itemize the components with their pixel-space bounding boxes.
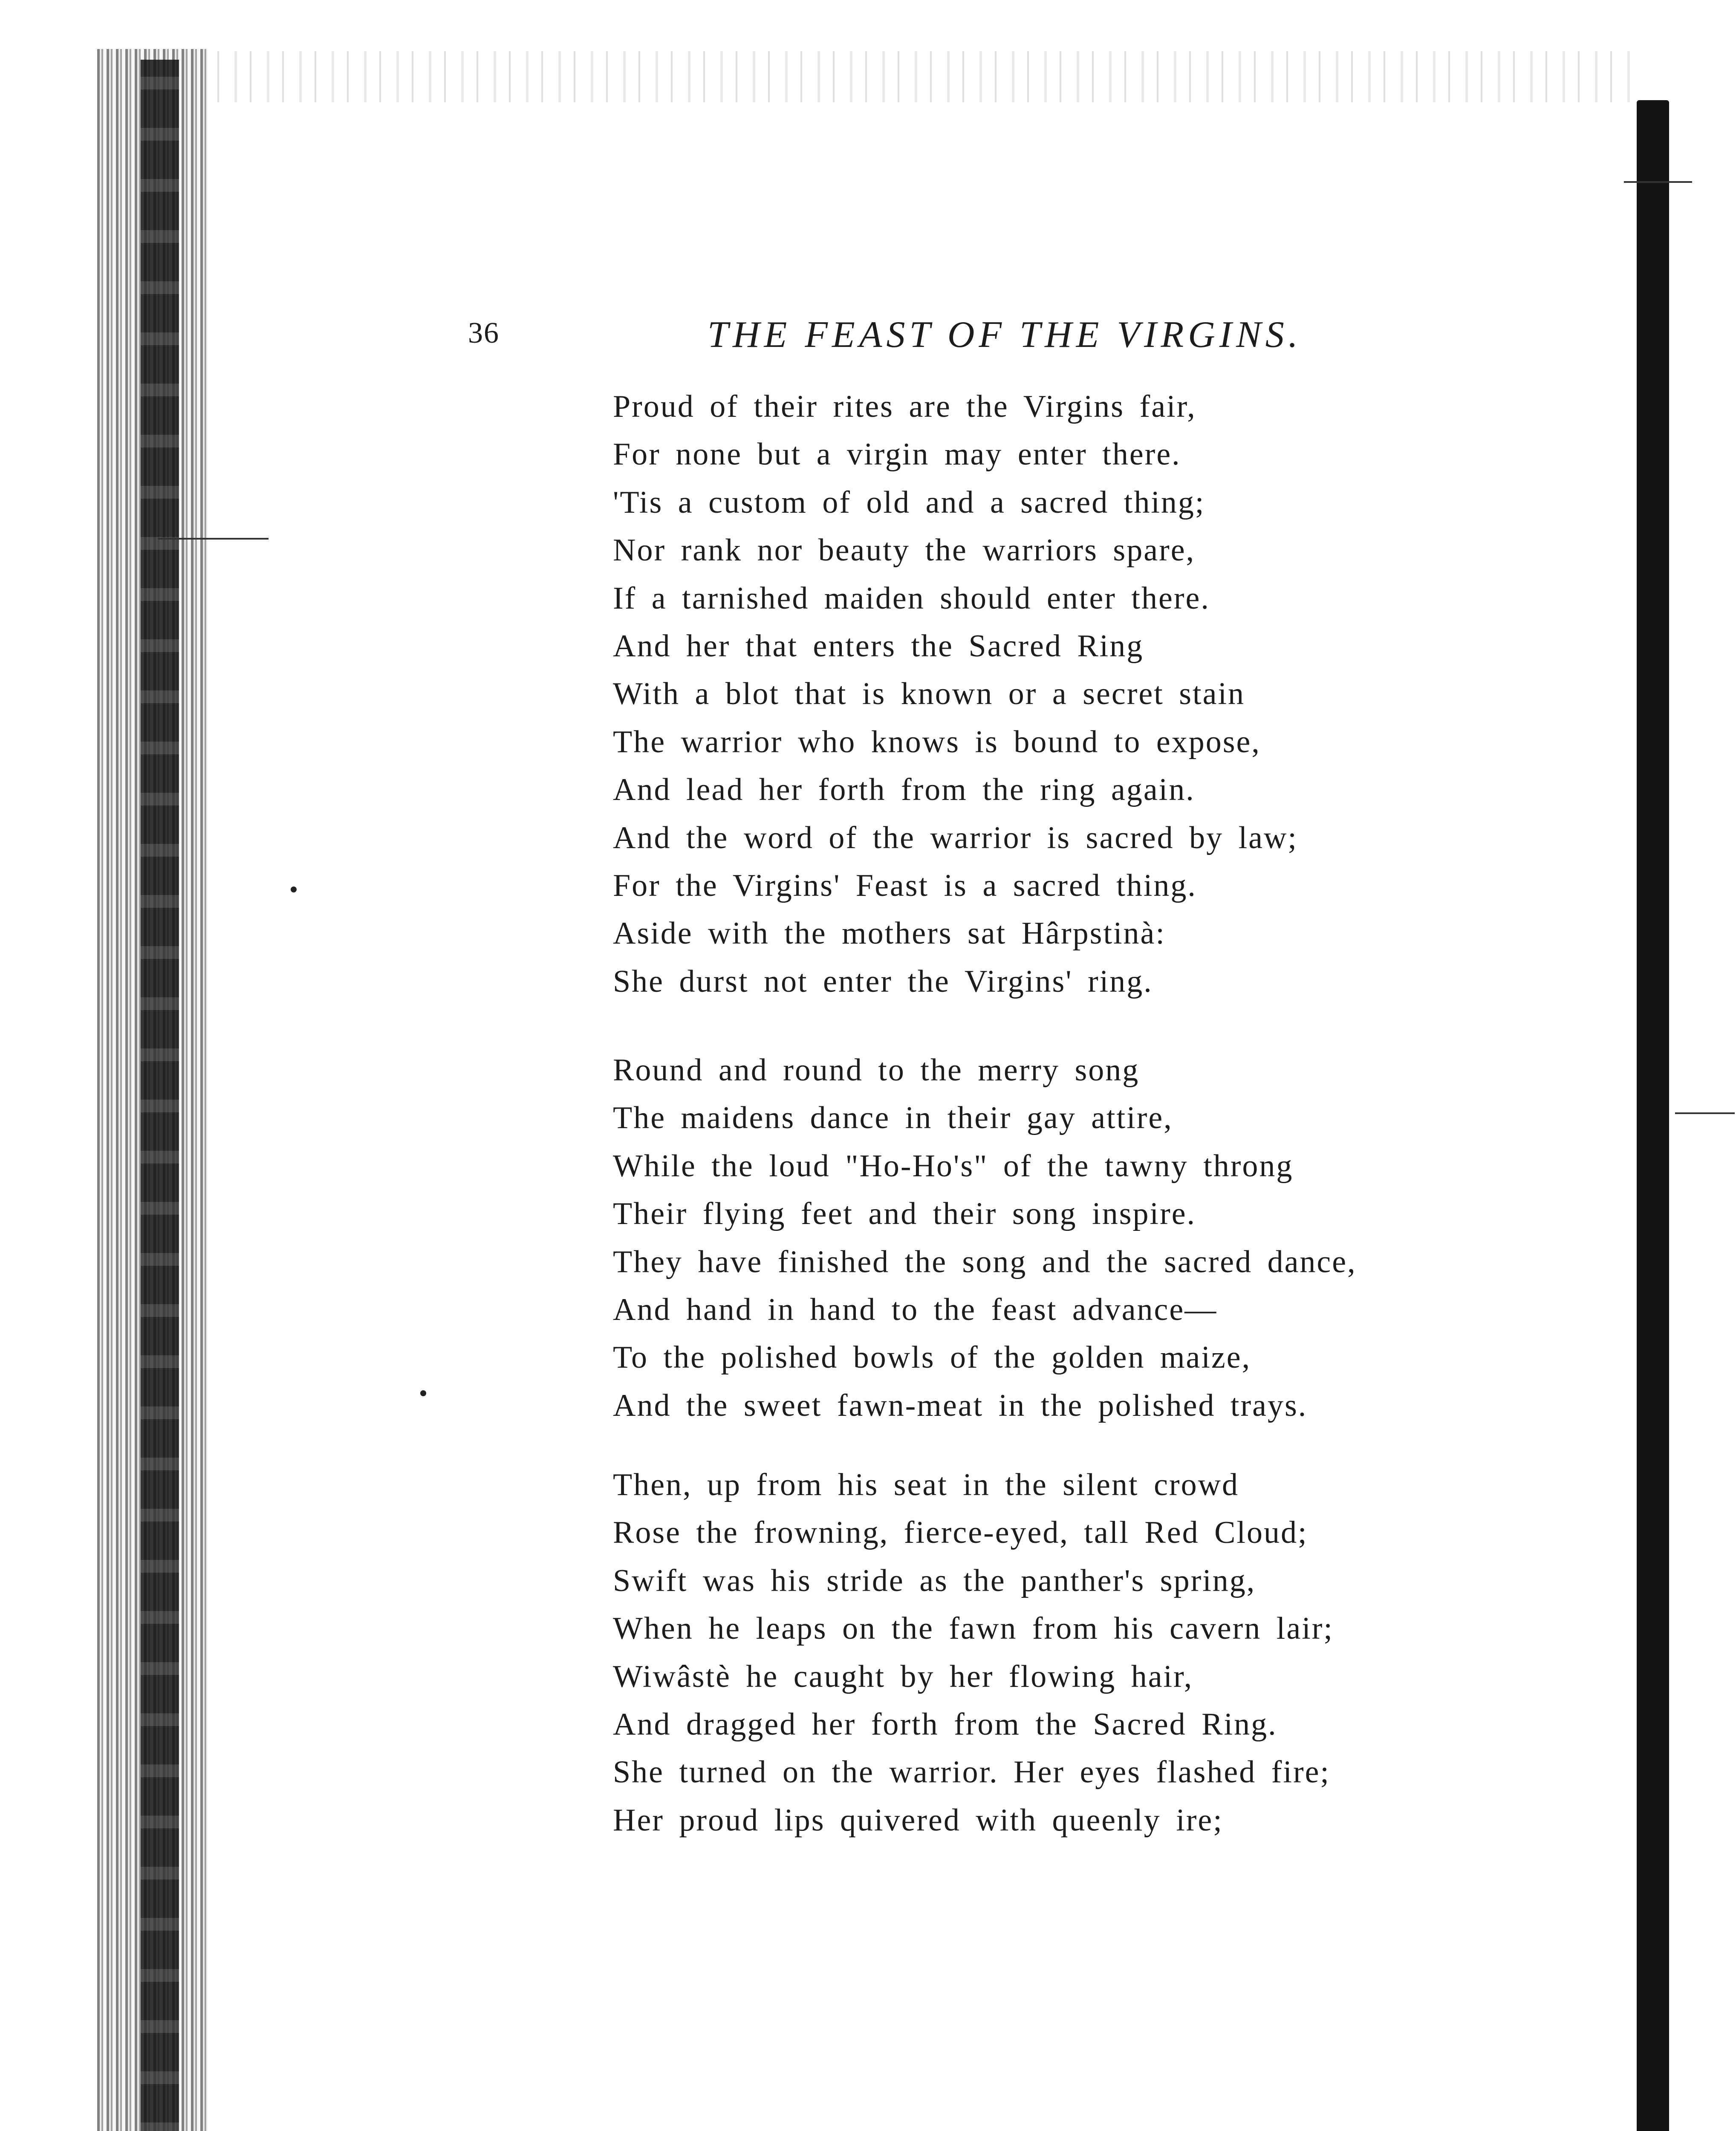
- right-page-edge: [1637, 100, 1669, 2131]
- verse-line: And lead her forth from the ring again.: [613, 772, 1195, 808]
- verse-line: And hand in hand to the feast advance—: [613, 1292, 1218, 1327]
- verse-line: Their flying feet and their song inspire.: [613, 1196, 1196, 1232]
- verse-line: And the sweet fawn-meat in the polished trays.: [613, 1388, 1308, 1423]
- verse-line: Round and round to the merry song: [613, 1053, 1140, 1088]
- verse-line: For none but a virgin may enter there.: [613, 437, 1181, 472]
- verse-line: Her proud lips quivered with queenly ire;: [613, 1802, 1223, 1838]
- verse-line: Aside with the mothers sat Hârpstinà:: [613, 916, 1166, 951]
- verse-line: When he leaps on the fawn from his cavern lair;: [613, 1611, 1334, 1646]
- stanza-3: [613, 1461, 1334, 1844]
- verse-line: If a tarnished maiden should enter there.: [613, 580, 1210, 616]
- verse-line: And dragged her forth from the Sacred Ring.: [613, 1707, 1277, 1742]
- ink-speck: [291, 886, 297, 892]
- verse-line: And the word of the warrior is sacred by law;: [613, 820, 1298, 855]
- verse-line: Wiwâstè he caught by her flowing hair,: [613, 1659, 1193, 1694]
- verse-line: With a blot that is known or a secret stain: [613, 676, 1245, 712]
- ink-speck: [420, 1390, 426, 1396]
- running-head: THE FEAST OF THE VIRGINS.: [708, 314, 1302, 355]
- verse-line: To the polished bowls of the golden maize,: [613, 1340, 1251, 1375]
- verse-line: And her that enters the Sacred Ring: [613, 628, 1144, 664]
- verse-line: She durst not enter the Virgins' ring.: [613, 964, 1153, 999]
- verse-line: While the loud "Ho-Ho's" of the tawny throng: [613, 1148, 1294, 1184]
- verse-line: 'Tis a custom of old and a sacred thing;: [613, 485, 1205, 520]
- stanza-1: [613, 383, 1298, 1005]
- verse-line: Nor rank nor beauty the warriors spare,: [613, 533, 1196, 568]
- edge-mark: [1675, 1112, 1735, 1114]
- verse-line: The maidens dance in their gay attire,: [613, 1100, 1173, 1136]
- verse-line: For the Virgins' Feast is a sacred thing.: [613, 868, 1197, 903]
- binding-shadow: [141, 60, 179, 2131]
- verse-line: Then, up from his seat in the silent crowd: [613, 1467, 1239, 1502]
- stanza-2: [613, 1046, 1357, 1429]
- verse-line: Rose the frowning, fierce-eyed, tall Red Cloud;: [613, 1515, 1308, 1551]
- verse-line: The warrior who knows is bound to expose,: [613, 724, 1261, 759]
- edge-mark: [1624, 181, 1692, 183]
- verse-line: She turned on the warrior. Her eyes flashed fire;: [613, 1755, 1330, 1790]
- top-scan-noise: [205, 51, 1632, 102]
- verse-line: They have finished the song and the sacred dance,: [613, 1244, 1357, 1279]
- edge-mark: [158, 538, 269, 540]
- page-number: 36: [468, 317, 500, 349]
- verse-line: Proud of their rites are the Virgins fair,: [613, 389, 1196, 424]
- verse-line: Swift was his stride as the panther's spring,: [613, 1563, 1256, 1598]
